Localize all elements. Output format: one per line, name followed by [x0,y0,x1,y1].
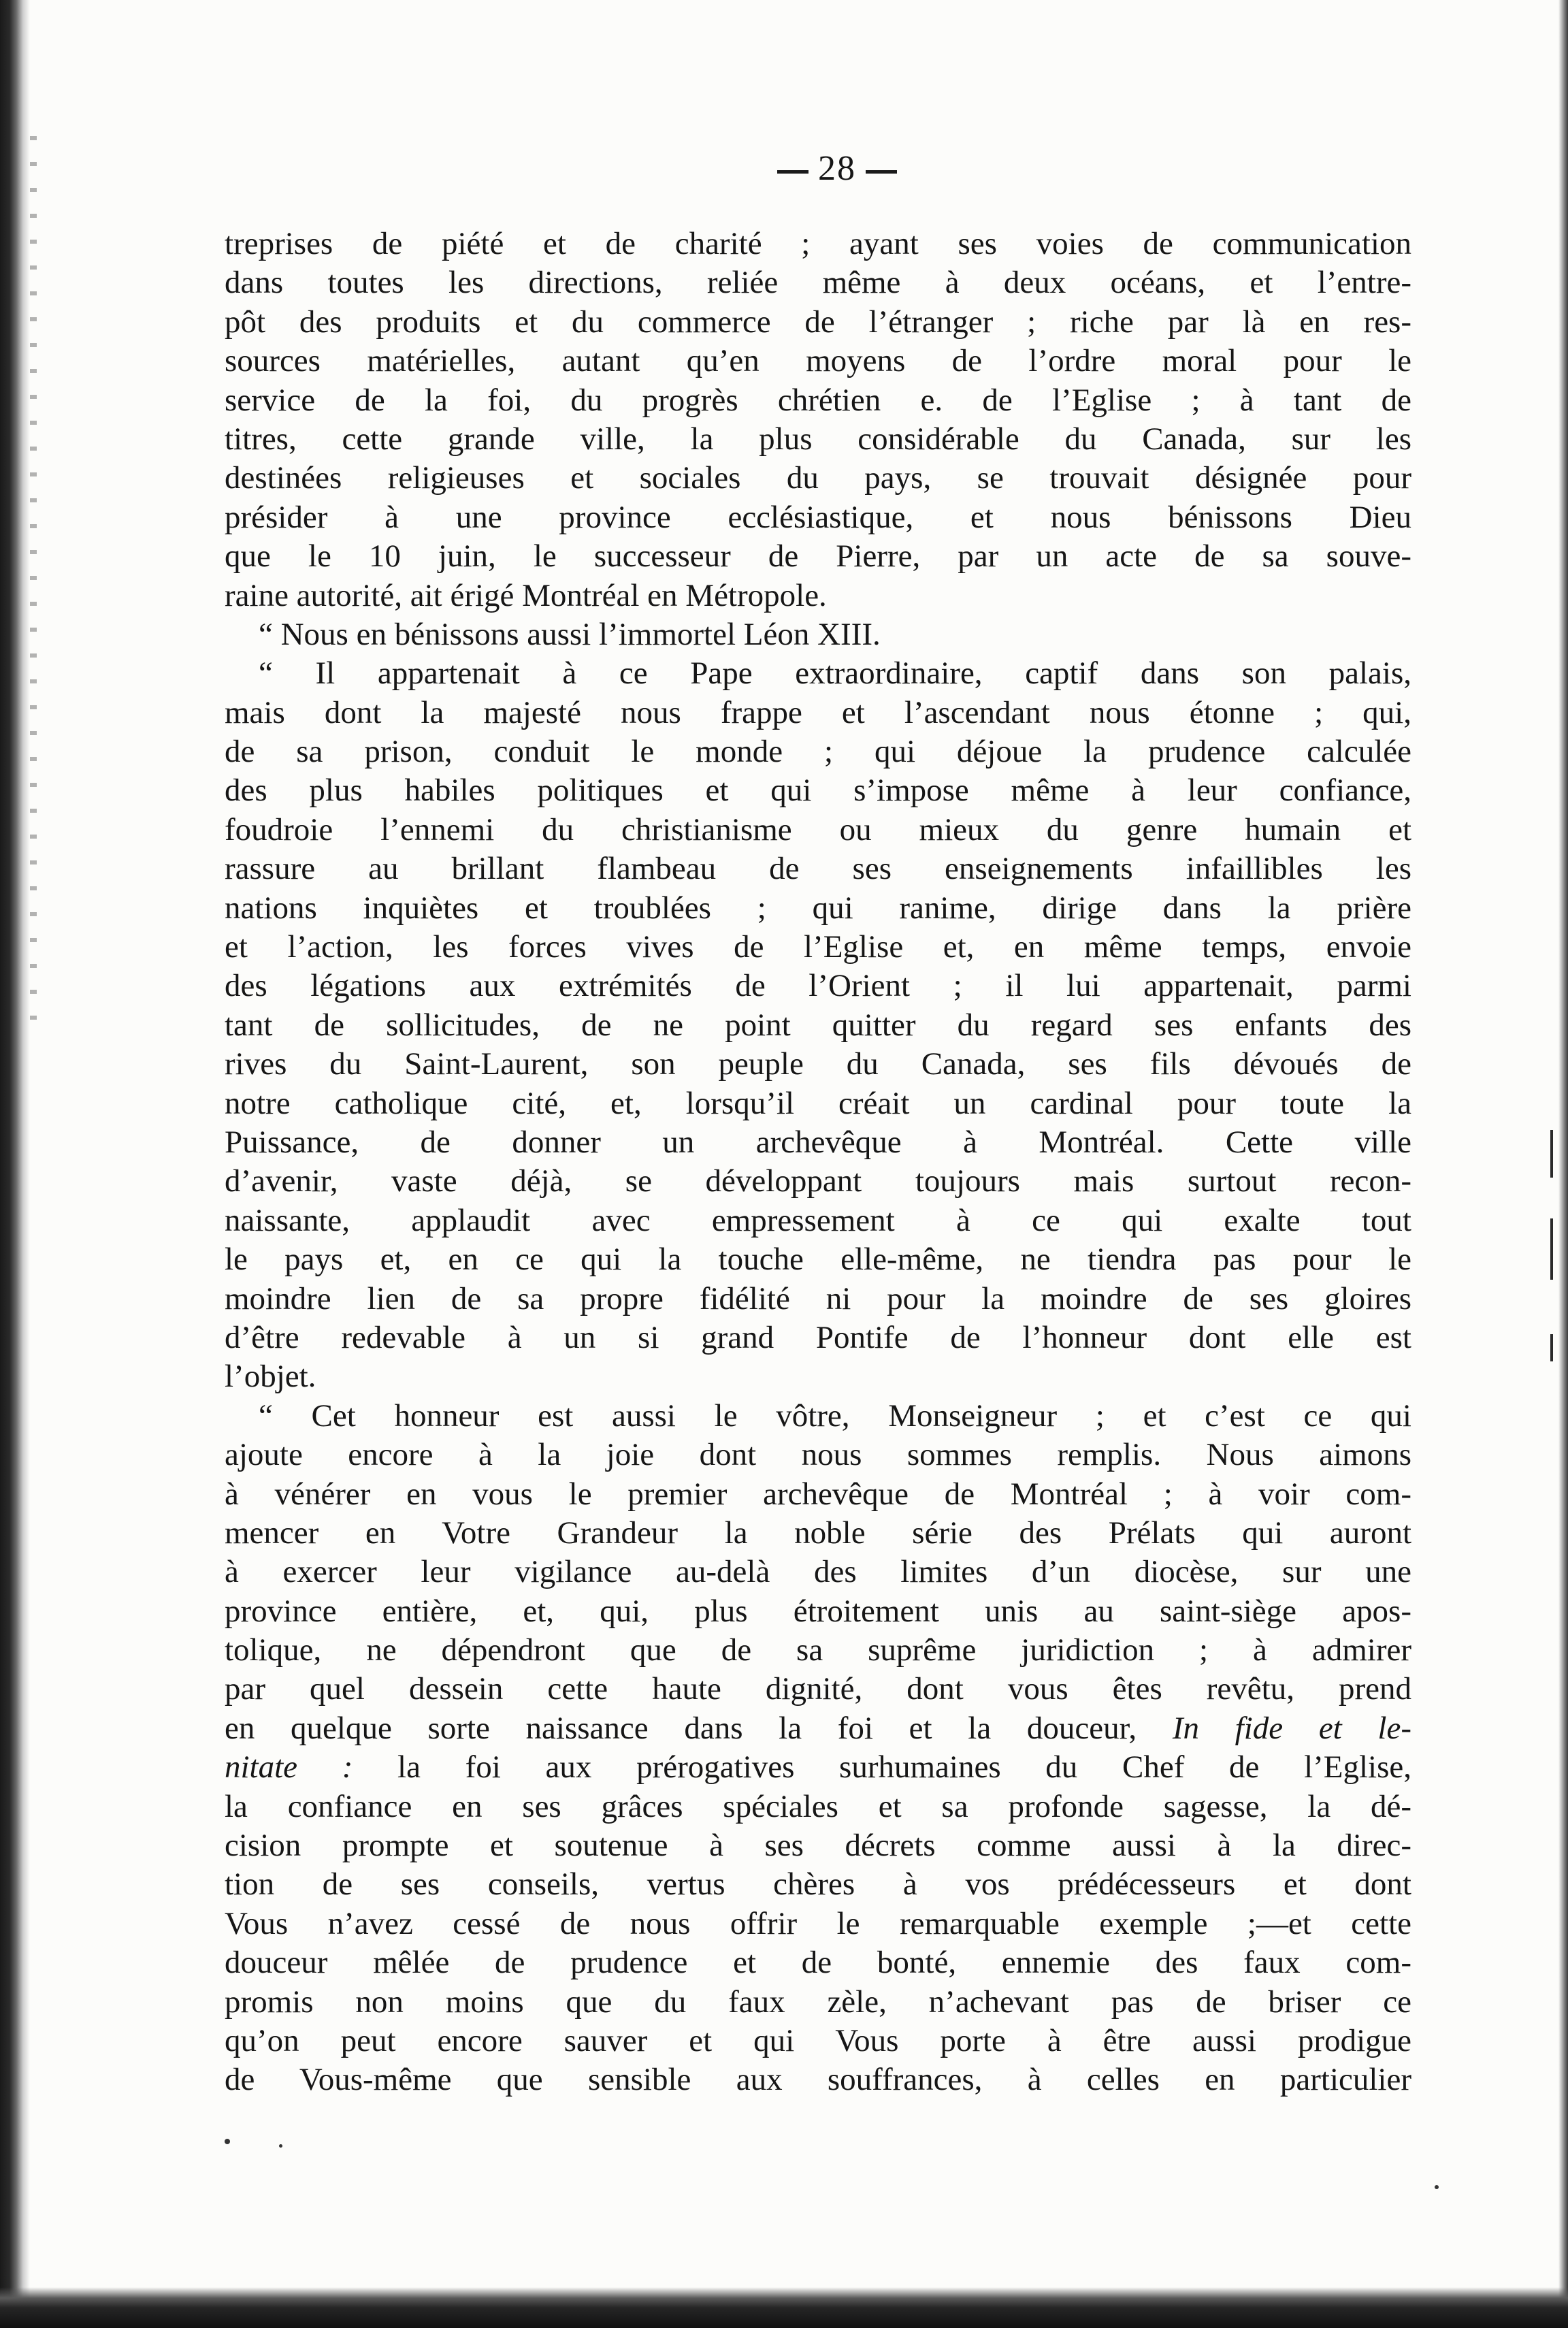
scan-left-edge [0,0,30,2328]
latin-phrase: nitate : [225,1749,353,1785]
text-line: foudroie l’ennemi du christianisme ou mieux du genre humain et [225,811,1411,847]
text-line: province entière, et, qui, plus étroitement unis au saint-siège apos- [225,1593,1411,1629]
scan-bottom-edge [0,2287,1568,2328]
text-line: des légations aux extrémités de l’Orient ; il lui appartenait, parmi [225,968,1411,1004]
text-line: naissante, applaudit avec empressement à ce qui exalte tout [225,1202,1411,1238]
text-line: nations inquiètes et troublées ; qui ranime, dirige dans la prière [225,890,1411,926]
text-line: de Vous-même que sensible aux souffrances, à celles en particulier [225,2062,1411,2098]
scan-right-edge [1558,0,1568,2328]
text-line: et l’action, les forces vives de l’Eglise et, en même temps, envoie [225,929,1411,965]
text-line: par quel dessein cette haute dignité, dont vous êtes revêtu, prend [225,1671,1411,1707]
text-line: que le 10 juin, le successeur de Pierre, par un acte de sa souve- [225,538,1411,575]
scan-mark [1550,1130,1553,1178]
text-line: moindre lien de sa propre fidélité ni pour la moindre de ses gloires [225,1280,1411,1316]
text-line: le pays et, en ce qui la touche elle-même, ne tiendra pas pour le [225,1242,1411,1278]
page-number-dash-left [777,170,808,174]
text-line: “ Il appartenait à ce Pape extraordinaire, captif dans son palais, [259,656,1411,692]
text-line: à exercer leur vigilance au-delà des limites d’un diocèse, sur une [225,1554,1411,1590]
text-line: cision prompte et soutenue à ses décrets comme aussi à la direc- [225,1828,1411,1864]
scan-speck [279,2144,282,2148]
text-segment: en quelque sorte naissance dans la foi et la douceur, [225,1710,1173,1746]
text-line-with-italic [225,1748,1411,1787]
text-line: la confiance en ses grâces spéciales et sa profonde sagesse, la dé- [225,1788,1411,1824]
latin-phrase: In fide et le- [1172,1710,1411,1746]
text-line: tolique, ne dépendront que de sa suprême juridiction ; à admirer [225,1632,1411,1668]
text-line: destinées religieuses et sociales du pays, se trouvait désignée pour [225,460,1411,496]
page-number-dash-right [866,170,897,174]
paragraph [225,1397,1411,2100]
text-line: rives du Saint-Laurent, son peuple du Canada, ses fils dévoués de [225,1046,1411,1082]
text-line: tion de ses conseils, vertus chères à vos prédécesseurs et dont [225,1866,1411,1903]
text-line: mais dont la majesté nous frappe et l’ascendant nous étonne ; qui, [225,694,1411,730]
text-line: pôt des produits et du commerce de l’étranger ; riche par là en res- [225,304,1411,340]
text-line: d’avenir, vaste déjà, se développant toujours mais surtout recon- [225,1163,1411,1199]
text-line: d’être redevable à un si grand Pontife de l’honneur dont elle est [225,1319,1411,1355]
text-line: rassure au brillant flambeau de ses enseignements infaillibles les [225,851,1411,887]
text-line: “ Nous en bénissons aussi l’immortel Léon XIII. [259,616,881,652]
text-line: ajoute encore à la joie dont nous sommes remplis. Nous aimons [225,1437,1411,1473]
page-number-value: 28 [818,149,856,188]
text-line: mencer en Votre Grandeur la noble série des Prélats qui auront [225,1515,1411,1551]
text-line: à vénérer en vous le premier archevêque de Montréal ; à voir com- [225,1476,1411,1512]
text-line: “ Cet honneur est aussi le vôtre, Monseigneur ; et c’est ce qui [259,1397,1411,1434]
text-line: service de la foi, du progrès chrétien e. de l’Eglise ; à tant de [225,382,1411,418]
text-line: présider à une province ecclésiastique, et nous bénissons Dieu [225,499,1411,535]
text-segment: la foi aux prérogatives surhumaines du Chef de l’Eglise, [353,1749,1412,1785]
body-text [225,225,1411,2100]
text-line: Puissance, de donner un archevêque à Montréal. Cette ville [225,1124,1411,1160]
text-line: promis non moins que du faux zèle, n’achevant pas de briser ce [225,1984,1411,2020]
scan-mark [1550,1334,1553,1361]
text-line-with-italic [225,1709,1411,1748]
text-line: raine autorité, ait érigé Montréal en Métropole. [225,577,827,613]
text-line: titres, cette grande ville, la plus considérable du Canada, sur les [225,421,1411,457]
text-line: qu’on peut encore sauver et qui Vous porte à être aussi prodigue [225,2022,1411,2058]
text-line: notre catholique cité, et, lorsqu’il créait un cardinal pour toute la [225,1085,1411,1121]
text-line: des plus habiles politiques et qui s’impose même à leur confiance, [225,773,1411,809]
paragraph [225,615,1411,654]
text-line: Vous n’avez cessé de nous offrir le remarquable exemple ;—et cette [225,1905,1411,1941]
scan-speck [225,2139,230,2144]
text-line: sources matérielles, autant qu’en moyens de l’ordre moral pour le [225,343,1411,379]
text-line: treprises de piété et de charité ; ayant ses voies de communication [225,226,1411,261]
text-line: dans toutes les directions, reliée même à deux océans, et l’entre- [225,265,1411,301]
scan-left-speckle [30,136,37,1021]
text-line: l’objet. [225,1359,316,1395]
text-line: tant de sollicitudes, de ne point quitter du regard ses enfants des [225,1007,1411,1043]
page-number [749,148,926,189]
text-line: de sa prison, conduit le monde ; qui déjoue la prudence calculée [225,734,1411,770]
scan-mark [1550,1218,1553,1280]
paragraph [225,654,1411,1396]
scan-speck [1435,2185,1439,2189]
paragraph [225,225,1411,615]
text-line: douceur mêlée de prudence et de bonté, ennemie des faux com- [225,1945,1411,1981]
